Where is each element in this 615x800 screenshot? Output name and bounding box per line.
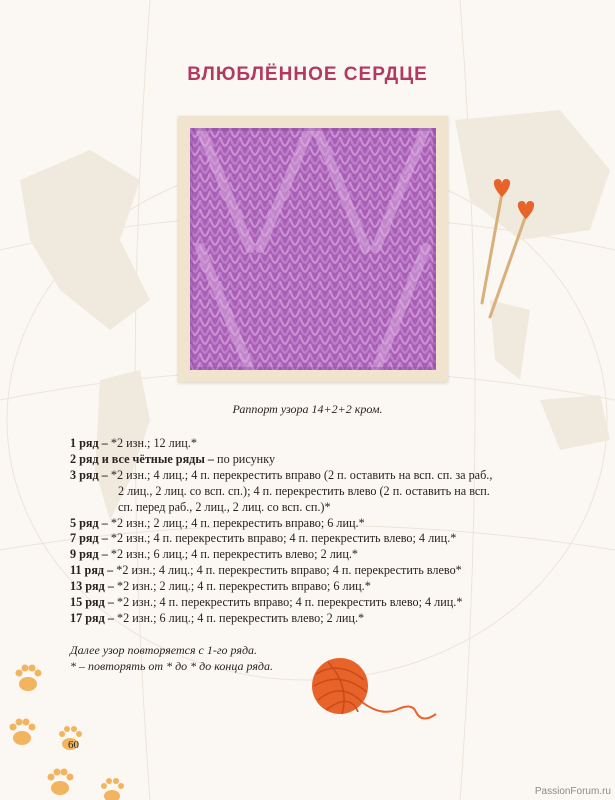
row-text: *2 изн.; 2 лиц.; 4 п. перекрестить вправо; 6 лиц.* [116,579,371,594]
row-label: 2 ряд и все чётные ряды – [70,451,214,466]
row-instruction [70,563,570,579]
pattern-repeat-caption: Раппорт узора 14+2+2 кром. [232,402,383,416]
row-label: 17 ряд – [70,610,114,625]
row-label: 1 ряд – [70,436,108,450]
knit-sample-photo [190,128,436,370]
cable-knit-illustration [190,128,436,370]
row-instruction [70,595,570,611]
row-text: *2 изн.; 4 лиц.; 4 п. перекрестить вправо; 4 п. перекрестить влево* [116,563,462,578]
row-text-continued: сп. перед раб., 2 лиц., 2 лиц. со всп. сп.)* [118,499,331,514]
row-label: 5 ряд – [70,515,108,530]
row-instruction [70,547,570,563]
row-label: 13 ряд – [70,579,114,594]
knitting-needles-icon [470,175,550,325]
row-text-continued: 2 лиц., 2 лиц. со всп. сп.); 4 п. перекрестить влево (2 п. оставить на всп. [118,483,490,498]
knit-sample-photo-frame [178,116,448,382]
row-instruction [70,452,570,468]
row-label: 3 ряд – [70,467,108,482]
row-text: *2 изн.; 4 лиц.; 4 п. перекрестить вправо (2 п. оставить на всп. сп. за раб., [110,467,493,482]
pattern-title: ВЛЮБЛЁННОЕ СЕРДЦЕ [187,64,428,85]
yarn-ball-icon [300,650,440,730]
row-text: *2 изн.; 4 п. перекрестить вправо; 4 п. перекрестить влево; 4 лиц.* [116,595,463,610]
row-instruction [70,611,570,627]
row-text: *2 изн.; 2 лиц.; 4 п. перекрестить вправо; 6 лиц.* [110,515,365,530]
row-text: *2 изн.; 4 п. перекрестить вправо; 4 п. перекрестить влево; 4 лиц.* [110,531,457,546]
row-label: 9 ряд – [70,547,108,562]
row-instructions [70,436,570,627]
row-instruction [70,531,570,547]
row-instruction [70,468,570,516]
asterisk-note: * – повторять от * до * до конца ряда. [70,659,273,673]
watermark: PassionForum.ru [534,786,611,797]
row-instruction [70,436,570,452]
row-label: 11 ряд – [70,563,114,578]
row-text: *2 изн.; 12 лиц.* [110,436,197,450]
row-instruction [70,579,570,595]
repeat-note: Далее узор повторяется с 1-го ряда. [70,643,258,657]
row-label: 7 ряд – [70,531,108,546]
row-text: *2 изн.; 6 лиц.; 4 п. перекрестить влево; 2 лиц.* [110,547,358,562]
paw-prints-decoration [0,650,140,800]
row-text: *2 изн.; 6 лиц.; 4 п. перекрестить влево; 2 лиц.* [116,610,365,625]
row-text: по рисунку [217,451,276,466]
page-number: 60 [68,739,79,751]
row-instruction [70,516,570,532]
row-label: 15 ряд – [70,595,114,610]
